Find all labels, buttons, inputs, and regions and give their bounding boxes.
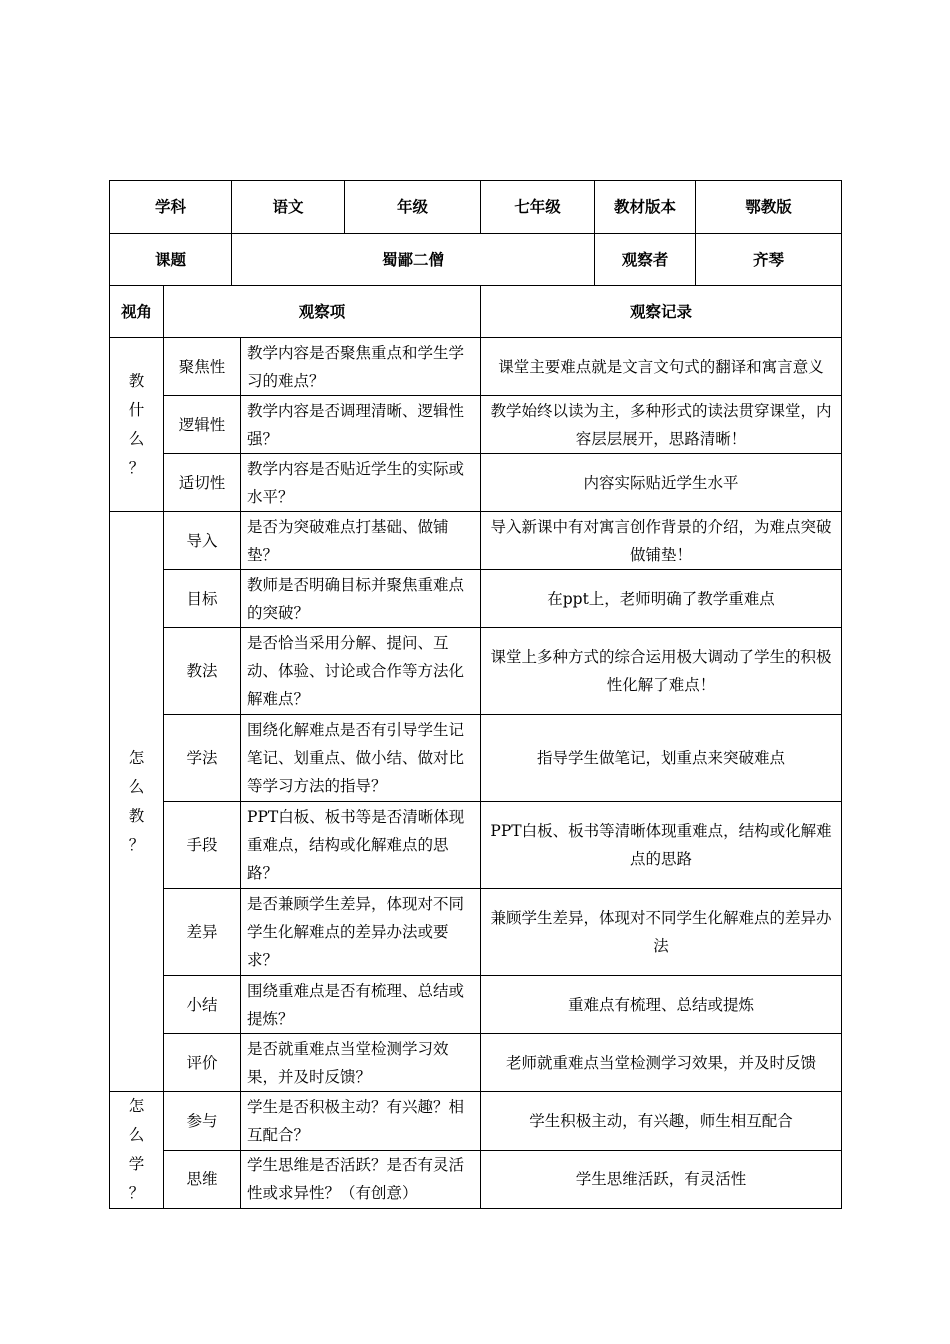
dimension-cell: 教法	[164, 628, 241, 715]
record-cell: 教学始终以读为主，多种形式的读法贯穿课堂，内容层层展开，思路清晰！	[481, 396, 842, 454]
record-cell: 导入新课中有对寓言创作背景的介绍，为难点突破做铺垫！	[481, 512, 842, 570]
dimension-cell: 评价	[164, 1034, 241, 1092]
dimension-cell: 差异	[164, 889, 241, 976]
grade-value: 七年级	[481, 181, 595, 234]
record-header: 观察记录	[481, 286, 842, 338]
item-cell: 围绕化解难点是否有引导学生记笔记、划重点、做小结、做对比等学习方法的指导？	[241, 715, 481, 802]
grade-label: 年级	[345, 181, 481, 234]
dimension-cell: 小结	[164, 976, 241, 1034]
section-teach-what	[110, 338, 164, 512]
subject-label: 学科	[110, 181, 232, 234]
section-text: 怎 么 教 ？	[128, 748, 145, 854]
subject-value: 语文	[232, 181, 345, 234]
item-cell: 学生思维是否活跃？是否有灵活性或求异性？（有创意）	[241, 1150, 481, 1209]
section-how-learn	[110, 1092, 164, 1209]
item-header: 观察项	[164, 286, 481, 338]
observer-label: 观察者	[595, 234, 696, 286]
record-cell: 课堂上多种方式的综合运用极大调动了学生的积极性化解了难点！	[481, 628, 842, 715]
record-cell: 重难点有梳理、总结或提炼	[481, 976, 842, 1034]
record-cell: 指导学生做笔记，划重点来突破难点	[481, 715, 842, 802]
dimension-cell: 学法	[164, 715, 241, 802]
edition-label: 教材版本	[595, 181, 696, 234]
item-cell: 教师是否明确目标并聚焦重难点的突破？	[241, 570, 481, 628]
dimension-cell: 导入	[164, 512, 241, 570]
item-cell: 是否为突破难点打基础、做铺垫？	[241, 512, 481, 570]
item-cell: 是否兼顾学生差异，体现对不同学生化解难点的差异办法或要求？	[241, 889, 481, 976]
item-cell: PPT白板、板书等是否清晰体现重难点，结构或化解难点的思路？	[241, 802, 481, 889]
topic-label: 课题	[110, 234, 232, 286]
record-cell: 兼顾学生差异，体现对不同学生化解难点的差异办法	[481, 889, 842, 976]
item-cell: 教学内容是否调理清晰、逻辑性强？	[241, 396, 481, 454]
observation-table	[109, 180, 842, 1209]
item-cell: 是否就重难点当堂检测学习效果，并及时反馈？	[241, 1034, 481, 1092]
dimension-cell: 参与	[164, 1092, 241, 1151]
section-text: 怎 么 学 ？	[128, 1097, 145, 1202]
item-cell: 围绕重难点是否有梳理、总结或提炼？	[241, 976, 481, 1034]
record-cell: 老师就重难点当堂检测学习效果，并及时反馈	[481, 1034, 842, 1092]
section-how-teach	[110, 512, 164, 1092]
dimension-cell: 聚焦性	[164, 338, 241, 396]
item-cell: 教学内容是否聚焦重点和学生学习的难点？	[241, 338, 481, 396]
section-text: 教 什 么 ？	[128, 371, 145, 477]
observer-value: 齐琴	[696, 234, 842, 286]
record-cell: 课堂主要难点就是文言文句式的翻译和寓言意义	[481, 338, 842, 396]
record-cell: 内容实际贴近学生水平	[481, 454, 842, 512]
dimension-cell: 适切性	[164, 454, 241, 512]
dimension-cell: 思维	[164, 1150, 241, 1209]
item-cell: 是否恰当采用分解、提问、互动、体验、讨论或合作等方法化解难点？	[241, 628, 481, 715]
topic-value: 蜀鄙二僧	[232, 234, 595, 286]
record-cell: 在ppt上，老师明确了教学重难点	[481, 570, 842, 628]
dimension-cell: 目标	[164, 570, 241, 628]
item-cell: 学生是否积极主动？有兴趣？相互配合？	[241, 1092, 481, 1151]
dimension-cell: 逻辑性	[164, 396, 241, 454]
dimension-cell: 手段	[164, 802, 241, 889]
record-cell: PPT白板、板书等清晰体现重难点，结构或化解难点的思路	[481, 802, 842, 889]
item-cell: 教学内容是否贴近学生的实际或水平？	[241, 454, 481, 512]
angle-header: 视角	[110, 286, 164, 338]
edition-value: 鄂教版	[696, 181, 842, 234]
record-cell: 学生思维活跃，有灵活性	[481, 1150, 842, 1209]
record-cell: 学生积极主动，有兴趣，师生相互配合	[481, 1092, 842, 1151]
